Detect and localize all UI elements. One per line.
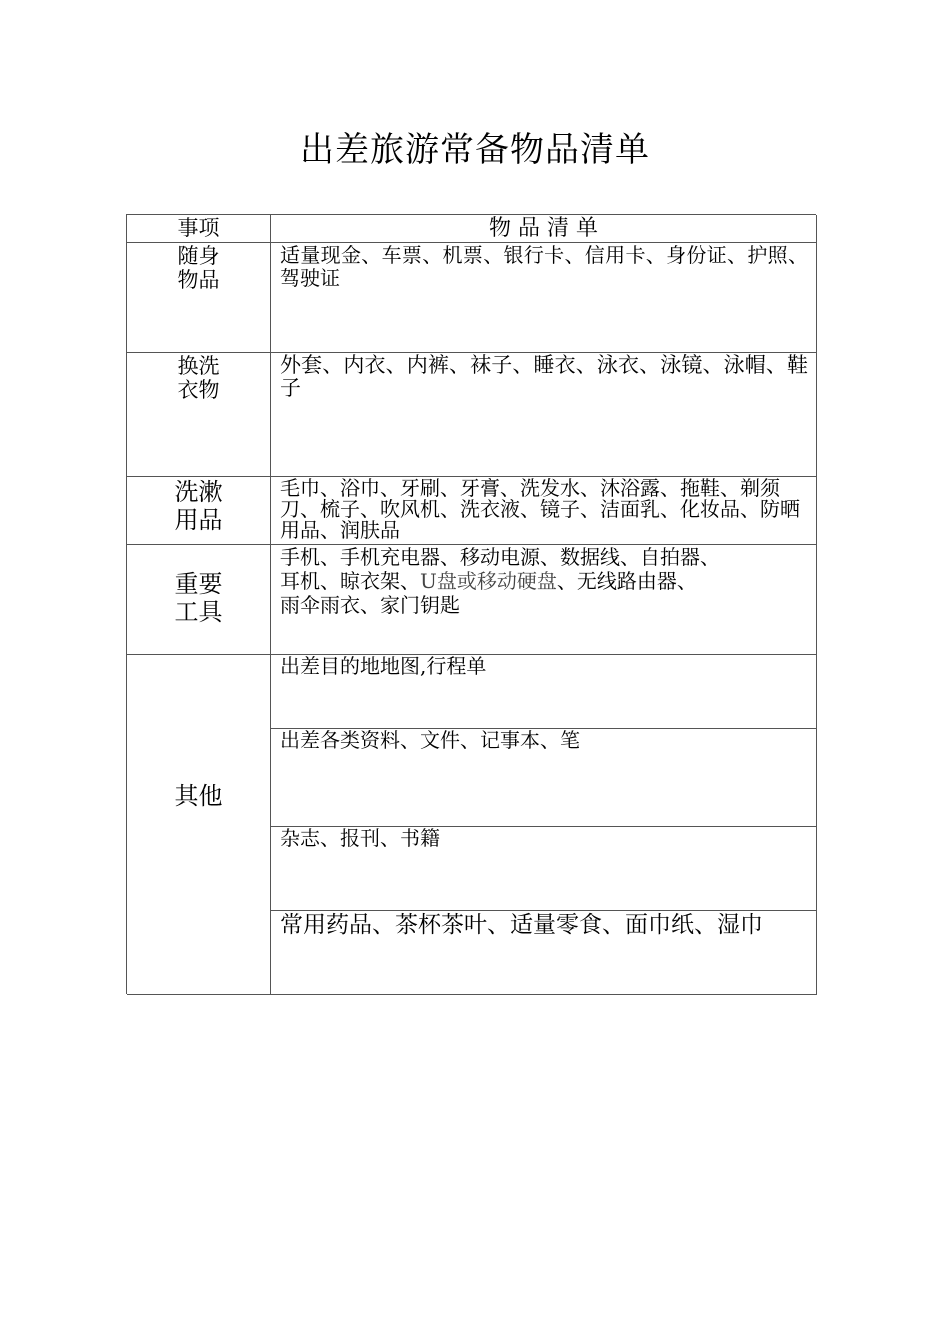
row-items-toiletries: 毛巾、浴巾、牙刷、牙膏、洗发水、沐浴露、拖鞋、剃须刀、梳子、吹风机、洗衣液、镜子、洁面乳、化妆品、防晒用品、润肤品 (271, 477, 817, 545)
row-items-carry-on: 适量现金、车票、机票、银行卡、信用卡、身份证、护照、驾驶证 (271, 243, 817, 353)
row-label-tools: 重要 工具 (127, 545, 271, 655)
tools-line-3: 雨伞雨衣、家门钥匙 (280, 593, 460, 617)
other-item-map: 出差目的地地图,行程单 (271, 655, 817, 729)
row-label-carry-on: 随身 物品 (127, 243, 271, 353)
tools-line-2 (280, 569, 808, 593)
tools-highlight-storage: U盘或移动硬盘 (420, 569, 557, 593)
header-items: 物 品 清 单 (271, 215, 817, 243)
other-item-reading: 杂志、报刊、书籍 (271, 827, 817, 911)
tools-line-1: 手机、手机充电器、移动电源、数据线、自拍器、 (280, 545, 720, 569)
other-item-documents: 出差各类资料、文件、记事本、笔 (271, 729, 817, 827)
other-item-supplies: 常用药品、茶杯茶叶、适量零食、面巾纸、湿巾 (271, 911, 817, 995)
row-label-clothing: 换洗 衣物 (127, 353, 271, 477)
page-title: 出差旅游常备物品清单 (300, 130, 650, 170)
row-label-toiletries: 洗漱 用品 (127, 477, 271, 545)
tools-line-2-end: 、无线路由器、 (556, 569, 697, 593)
tools-line-2-start: 耳机、晾衣架、 (280, 569, 420, 593)
header-category: 事项 (127, 215, 271, 243)
row-items-clothing: 外套、内衣、内裤、袜子、睡衣、泳衣、泳镜、泳帽、鞋子 (271, 353, 817, 477)
row-label-other: 其他 (127, 655, 271, 995)
row-items-tools (271, 545, 817, 655)
packing-list-table (126, 214, 816, 994)
